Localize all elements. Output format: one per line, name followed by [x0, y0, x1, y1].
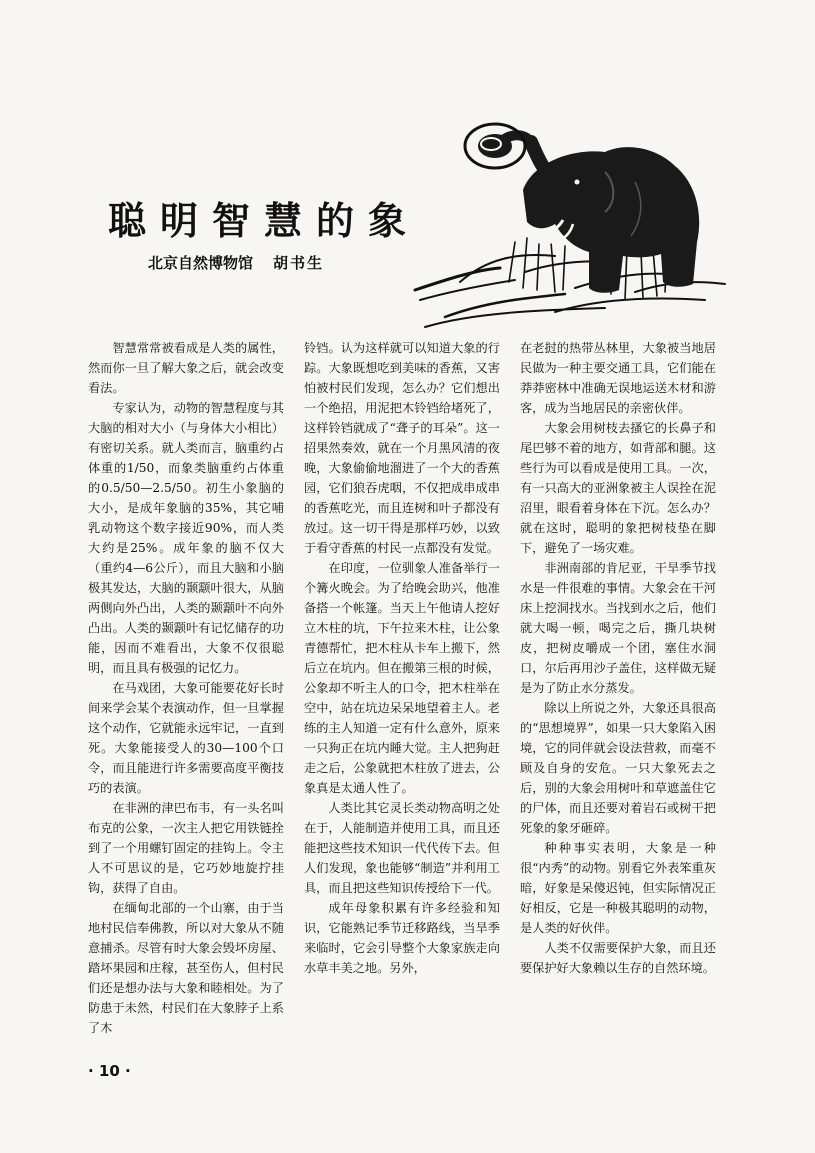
- paragraph: 在非洲的津巴布韦，有一头名叫布克的公象，一次主人把它用铁链拴到了一个用螺钉固定的挂钩上。令主人不可思议的是，它巧妙地旋拧挂钩，获得了自由。: [88, 801, 284, 895]
- elephant-illustration: [405, 112, 740, 332]
- paragraph: 专家认为，动物的智慧程度与其大脑的相对大小（与身体大小相比）有密切关系。就人类而言，脑重约占体重的1/50，而象类脑重约占体重的0.5/50—2.5/50。初生小象脑的大小，是成年象脑的35%，其它哺乳动物这个数字接近90%，而人类大约是25%。成年象的脑不仅大（重约4—6公斤），而且大脑和小脑极其发达，大脑的颞颥叶很大，从脑两侧向外凸出，人类的颞颥叶不向外凸出。人类的颞颥叶有记忆储存的功能，因而不难看出，大象不仅很聪明，而且具有极强的记忆力。: [88, 401, 284, 675]
- paragraph: 在缅甸北部的一个山寨，由于当地村民信奉佛教，所以对大象从不随意捕杀。尽管有时大象会毁坏房屋、踏坏果园和庄稼，甚至伤人，但村民们还是想办法与大象和睦相处。为了防患于未然，村民们在大象脖子上系了木: [88, 901, 284, 1035]
- paragraph: 非洲南部的肯尼亚，干旱季节找水是一件很难的事情。大象会在干河床上挖洞找水。当找到水之后，他们就大喝一顿，喝完之后，撕几块树皮，把树皮嚼成一个团，塞住水洞口，尔后再用沙子盖住，这样做无疑是为了防止水分蒸发。: [520, 561, 716, 695]
- byline-author: 胡书生: [273, 254, 325, 272]
- byline: [148, 252, 324, 273]
- paragraph: 除以上所说之外，大象还具很高的“思想境界”，如果一只大象陷入困境，它的同伴就会设法营救，而毫不顾及自身的安危。一只大象死去之后，别的大象会用树叶和草遮盖住它的尸体，而且还要对着岩石或树干把死象的象牙砸碎。: [520, 701, 716, 835]
- paragraph: 在马戏团，大象可能要花好长时间来学会某个表演动作，但一旦掌握这个动作，它就能永远牢记，一直到死。大象能接受人的30—100个口令，而且能进行许多需要高度平衡技巧的表演。: [88, 681, 284, 795]
- column-1: [88, 338, 284, 1038]
- article-body: [88, 338, 728, 1058]
- hat-in-trunk: [465, 124, 525, 168]
- paragraph: 在印度，一位驯象人准备举行一个篝火晚会。为了给晚会助兴，他准备搭一个帐篷。当天上午他请人挖好立木柱的坑，下午拉来木柱，让公象青德帮忙，把木柱从卡车上搬下，然后立在坑内。但在搬第三根的时候，公象却不听主人的口令，把木柱举在空中，站在坑边呆呆地望着主人。老练的主人知道一定有什么意外，原来一只狗正在坑内睡大觉。主人把狗赶走之后，公象就把木柱放了进去，公象真是太通人性了。: [304, 561, 500, 795]
- paragraph: 大象会用树枝去搔它的长鼻子和尾巴够不着的地方，如背部和腿。这些行为可以看成是使用工具。一次，有一只高大的亚洲象被主人误拴在泥沼里，眼看着身体在下沉。怎么办？就在这时，聪明的象把树枝垫在脚下，避免了一场灾难。: [520, 421, 716, 555]
- column-2: [304, 338, 500, 978]
- page-number: · 10 ·: [88, 1062, 131, 1080]
- paragraph: 人类不仅需要保护大象，而且还要保护好大象赖以生存的自然环境。: [520, 941, 716, 975]
- paragraph: 成年母象积累有许多经验和知识，它能熟记季节迁移路线，当旱季来临时，它会引导整个大象家族走向水草丰美之地。另外，: [304, 901, 500, 975]
- article-title: 聪明智慧的象: [108, 199, 421, 243]
- column-3: [520, 338, 716, 978]
- paragraph: 人类比其它灵长类动物高明之处在于，人能制造并使用工具，而且还能把这些技术知识一代代传下去。但人们发现，象也能够“制造”并利用工具，而且把这些知识传授给下一代。: [304, 801, 500, 895]
- paragraph-continued: 铃铛。认为这样就可以知道大象的行踪。大象既想吃到美味的香蕉，又害怕被村民们发现，怎么办？它们想出一个绝招，用泥把木铃铛给堵死了，这样铃铛就成了“聋子的耳朵”。这一招果然奏效，就在一个月黑风清的夜晚，大象偷偷地溜进了一个大的香蕉园，它们狼吞虎咽，不仅把成串成串的香蕉吃光，而且连树和叶子都没有放过。这一切干得是那样巧妙，以致于看守香蕉的村民一点都没有发觉。: [304, 341, 500, 555]
- paragraph: 种种事实表明，大象是一种很“内秀”的动物。别看它外表笨重灰暗，好象是呆傻迟钝，但实际情况正好相反，它是一种极其聪明的动物，是人类的好伙伴。: [520, 841, 716, 935]
- byline-institution: 北京自然博物馆: [148, 254, 254, 272]
- paragraph: 智慧常常被看成是人类的属性，然而你一旦了解大象之后，就会改变看法。: [88, 341, 284, 395]
- paragraph-continued: 在老挝的热带丛林里，大象被当地居民做为一种主要交通工具，它们能在莽莽密林中准确无误地运送木材和游客，成为当地居民的亲密伙伴。: [520, 341, 716, 415]
